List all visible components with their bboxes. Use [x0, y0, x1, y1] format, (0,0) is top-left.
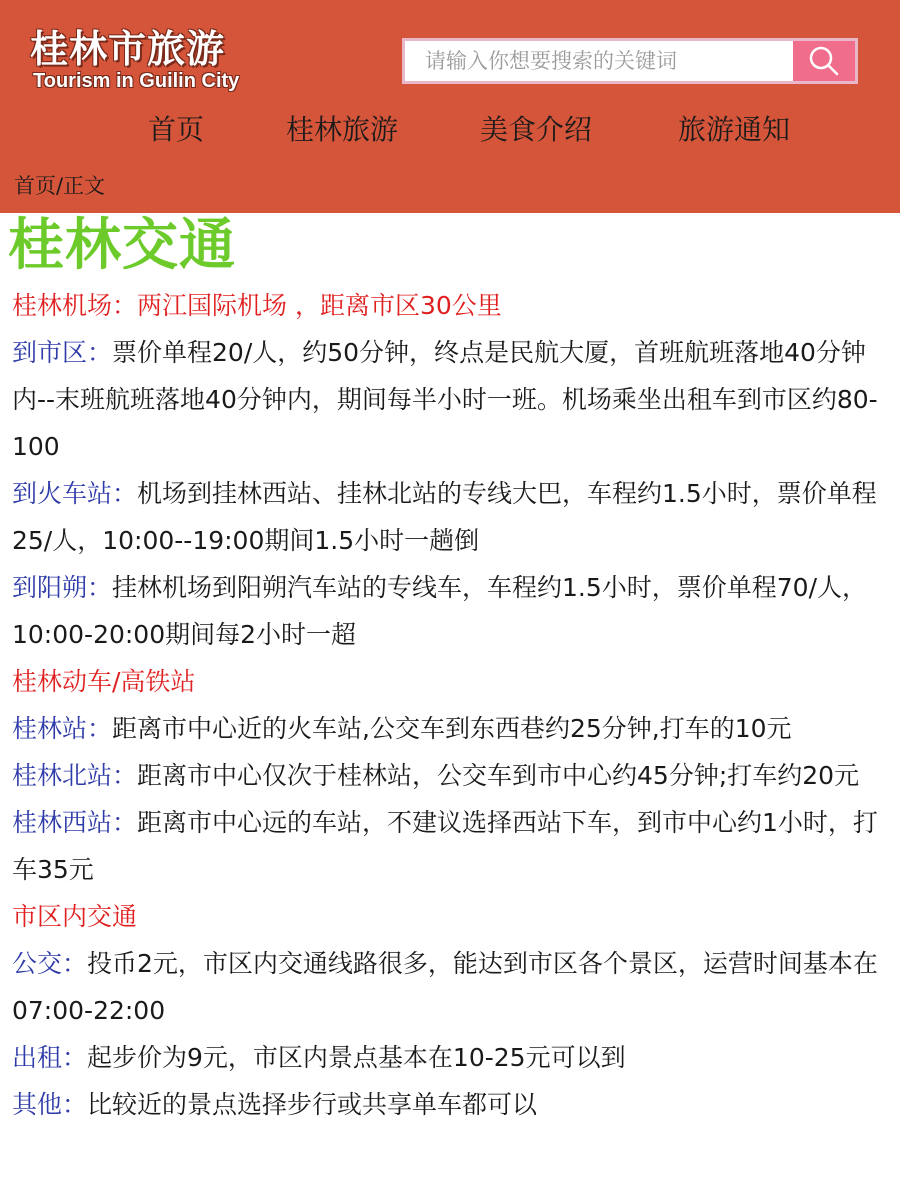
- paragraph-taxi: [12, 1034, 894, 1081]
- paragraph-guilin-west: [12, 799, 894, 893]
- text-to-yangshuo: 挂林机场到阳朔汽车站的专线车，车程约1.5小时，票价单程70/人，10:00-20:00期间每2小时一超: [12, 573, 868, 649]
- section-heading-city: 市区内交通: [12, 902, 138, 931]
- search-bar: [402, 38, 858, 84]
- site-logo-title[interactable]: 桂林市旅游: [30, 27, 226, 71]
- search-input[interactable]: [405, 41, 793, 81]
- label-to-station: 到火车站：: [12, 479, 138, 508]
- page-title: 桂林交通: [8, 213, 236, 278]
- site-logo-subtitle: Tourism in Guilin City: [33, 70, 240, 92]
- search-button[interactable]: [793, 41, 855, 81]
- paragraph-to-station: [12, 470, 894, 564]
- nav-item-notices[interactable]: 旅游通知: [678, 113, 791, 146]
- nav-item-home[interactable]: 首页: [148, 113, 205, 146]
- main-nav: [0, 108, 900, 160]
- label-bus: 公交：: [12, 949, 88, 978]
- text-to-city: 票价单程20/人，约50分钟，终点是民航大厦，首班航班落地40分钟内--末班航班落地40分钟内，期间每半小时一班。机场乘坐出租车到市区约80-100: [12, 338, 878, 461]
- text-bus: 投币2元，市区内交通线路很多，能达到市区各个景区，运营时间基本在07:00-22:00: [12, 949, 878, 1025]
- text-guilin-north: 距离市中心仅次于桂林站，公交车到市中心约45分钟;打车约20元: [137, 761, 860, 790]
- label-guilin-north: 桂林北站：: [12, 761, 138, 790]
- label-to-yangshuo: 到阳朔：: [12, 573, 113, 602]
- paragraph-guilin-station: [12, 705, 894, 752]
- label-taxi: 出租：: [12, 1043, 88, 1072]
- label-guilin-west: 桂林西站：: [12, 808, 138, 837]
- paragraph-to-city: [12, 329, 894, 470]
- label-other: 其他：: [12, 1090, 88, 1119]
- breadcrumb[interactable]: 首页/正文: [14, 174, 106, 198]
- text-guilin-station: 距离市中心近的火车站,公交车到东西巷约25分钟,打车的10元: [112, 714, 792, 743]
- label-to-city: 到市区：: [12, 338, 113, 367]
- nav-item-guilin-tourism[interactable]: 桂林旅游: [286, 113, 399, 146]
- paragraph-bus: [12, 940, 894, 1034]
- section-heading-rail: 桂林动车/高铁站: [12, 667, 196, 696]
- site-header: [0, 0, 900, 213]
- label-guilin-station: 桂林站：: [12, 714, 113, 743]
- text-other: 比较近的景点选择步行或共享单车都可以: [87, 1090, 538, 1119]
- nav-item-food[interactable]: 美食介绍: [480, 113, 593, 146]
- text-taxi: 起步价为9元，市区内景点基本在10-25元可以到: [87, 1043, 626, 1072]
- paragraph-to-yangshuo: [12, 564, 894, 658]
- article-body: [12, 282, 894, 1128]
- text-guilin-west: 距离市中心远的车站，不建议选择西站下车，到市中心约1小时，打车35元: [12, 808, 878, 884]
- paragraph-guilin-north: [12, 752, 894, 799]
- text-to-station: 机场到挂林西站、挂林北站的专线大巴，车程约1.5小时，票价单程25/人，10:00--19:00期间1.5小时一趟倒: [12, 479, 877, 555]
- search-icon: [807, 44, 841, 78]
- section-heading-airport: 桂林机场：两江国际机场 ，距离市区30公里: [12, 291, 502, 320]
- paragraph-other: [12, 1081, 894, 1128]
